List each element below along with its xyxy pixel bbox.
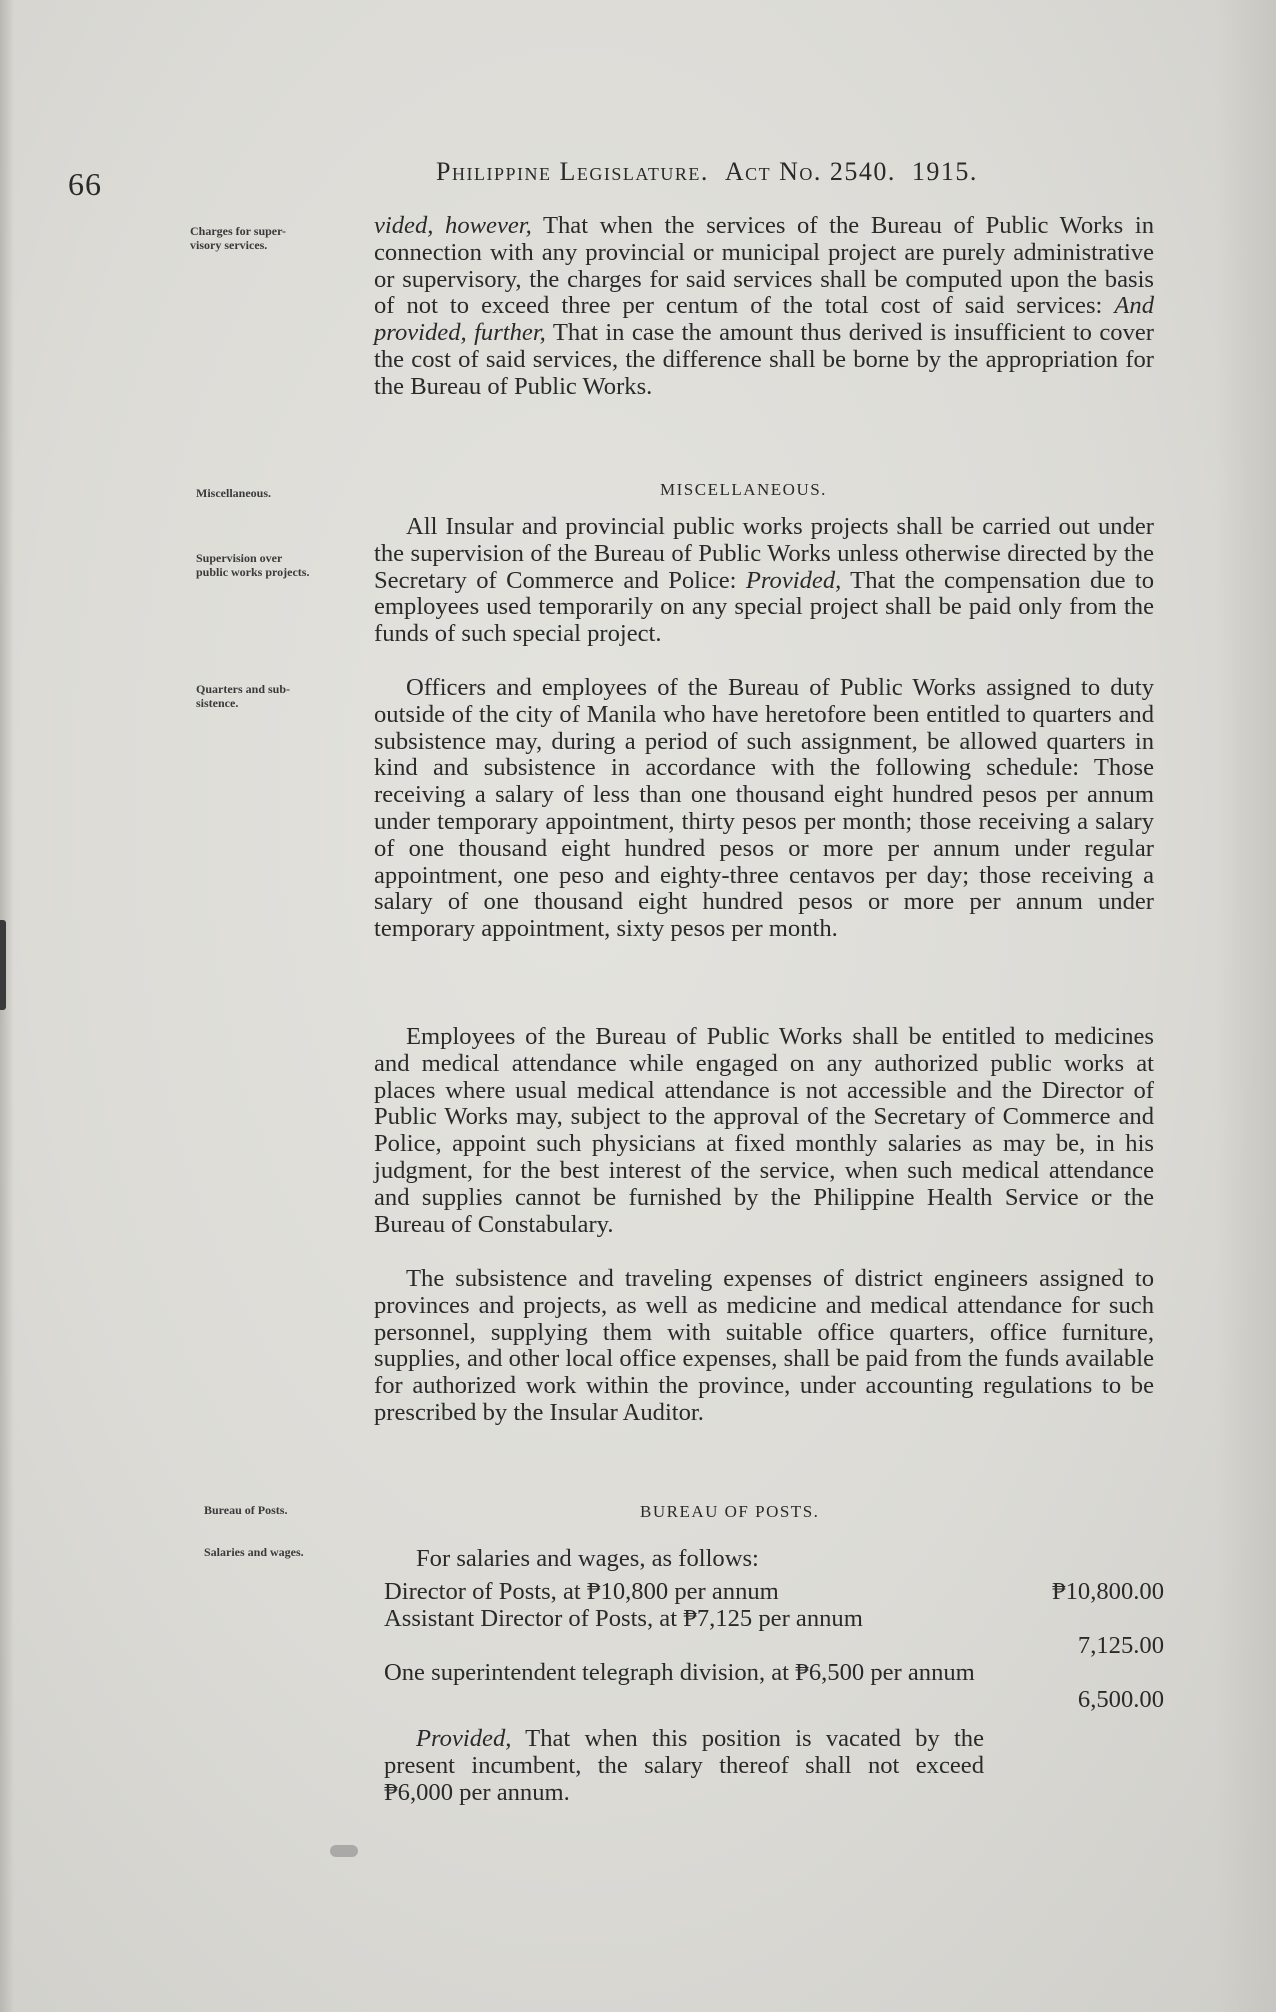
salary-amount: ₱10,800.00 [1051,1578,1164,1605]
paragraph-supervision [374,514,1154,648]
margin-note-line: Charges for super- [190,224,286,238]
margin-note-charges [190,224,286,252]
paragraph-quarters [374,675,1154,943]
paragraph-text: That in case the amount thus derived is insufficient to cover the cost of said services, the difference shall be borne by the appropriation for the Bureau of Public Works. [374,319,1154,400]
paragraph-charges [374,213,1154,401]
salary-description: Director of Posts, at ₱10,800 per annum [384,1578,779,1605]
paragraph-text: That when the services of the Bureau of Public Works in connection with any provincial or municipal project are purely administrative or supervisory, the charges for said services shall be computed upon the basis of not to exceed three per centum of the total cost of said services: [374,212,1154,320]
page-number: 66 [68,166,102,202]
italic-phrase: And provided, further, [374,292,1154,347]
margin-note-line: Quarters and sub- [196,682,291,696]
page-edge-shadow-right [1216,0,1276,2012]
margin-note-line: public works projects. [196,565,310,579]
paragraph-text: Officers and employees of the Bureau of Public Works assigned to duty outside of the city of Manila who have heretofore been entitled to quarters and subsistence may, during a period of such assignment, be allowed quarters in kind and subsistence in accordance with the following schedule: Those receiving a salary of less than one thousand eight hundred pesos per annum under temporary appointment, thirty pesos per month; those receiving a salary of one thousand eight hundred pesos or more per annum under regular appointment, one peso and eighty-three centavos per day; those receiving a salary of one thousand eight hundred pesos or more per annum under temporary appointment, sixty pesos per month. [374,674,1154,943]
header-title: Philippine Legislature. [436,157,709,186]
paragraph-text: All Insular and provincial public works projects shall be carried out under the supervision of the Bureau of Public Works unless otherwise directed by the Secretary of Commerce and Police: [374,513,1154,594]
margin-note-bureau-posts: Bureau of Posts. [204,1503,288,1517]
paragraph-subsistence [374,1266,1154,1427]
paragraph-medical [374,1024,1154,1238]
salary-description: One superintendent telegraph division, at ₱6,500 per annum [384,1659,975,1686]
salary-amount: 6,500.00 [1077,1686,1164,1713]
paragraph-text: That when this position is vacated by the present incumbent, the salary thereof shall not exceed ₱6,000 per annum. [384,1725,984,1806]
paragraph-text: That the compensation due to employees used temporarily on any special project shall be paid only from the funds of such special project. [374,566,1154,648]
heading-miscellaneous: MISCELLANEOUS. [660,480,827,499]
paragraph-text: Employees of the Bureau of Public Works shall be entitled to medicines and medical attendance while engaged on any authorized public works at places where usual medical attendance is not accessible and the Director of Public Works may, subject to the approval of the Secretary of Commerce and Police, appoint such physicians at fixed monthly salaries as may be, in his judgment, for the best interest of the service, when such medical attendance and supplies cannot be furnished by the Philippine Health Service or the Bureau of Constabulary. [374,1023,1154,1238]
italic-phrase: Provided, [416,1725,512,1752]
header-act: Act No. 2540. [724,157,896,186]
proviso-paragraph [384,1726,984,1806]
header-year: 1915. [911,157,978,186]
italic-phrase: Provided, [745,566,842,594]
margin-note-line: Supervision over [196,551,283,565]
margin-note-line: visory services. [190,238,268,252]
paragraph-text: For salaries and wages, as follows: [416,1545,759,1572]
ink-smudge [330,1845,358,1857]
margin-note-misc: Miscellaneous. [196,486,271,500]
salary-description: Assistant Director of Posts, at ₱7,125 per annum [384,1605,863,1632]
italic-phrase: vided, however, [374,212,532,239]
running-header [436,157,978,187]
margin-note-quarters [196,682,290,710]
margin-note-salaries: Salaries and wages. [204,1545,304,1559]
salary-amount: 7,125.00 [1077,1632,1164,1659]
binding-mark [0,920,6,1010]
paragraph-text: The subsistence and traveling expenses of district engineers assigned to provinces and projects, as well as medicine and medical attendance for such personnel, supplying them with suitable office quarters, office furniture, supplies, and other local office expenses, shall be paid from the funds available for authorized work within the province, under accounting regulations to be prescribed by the Insular Auditor. [374,1265,1154,1426]
margin-note-line: sistence. [196,696,239,710]
margin-note-supervision [196,551,309,579]
salaries-intro [384,1546,1164,1573]
heading-bureau-of-posts: BUREAU OF POSTS. [640,1502,820,1521]
